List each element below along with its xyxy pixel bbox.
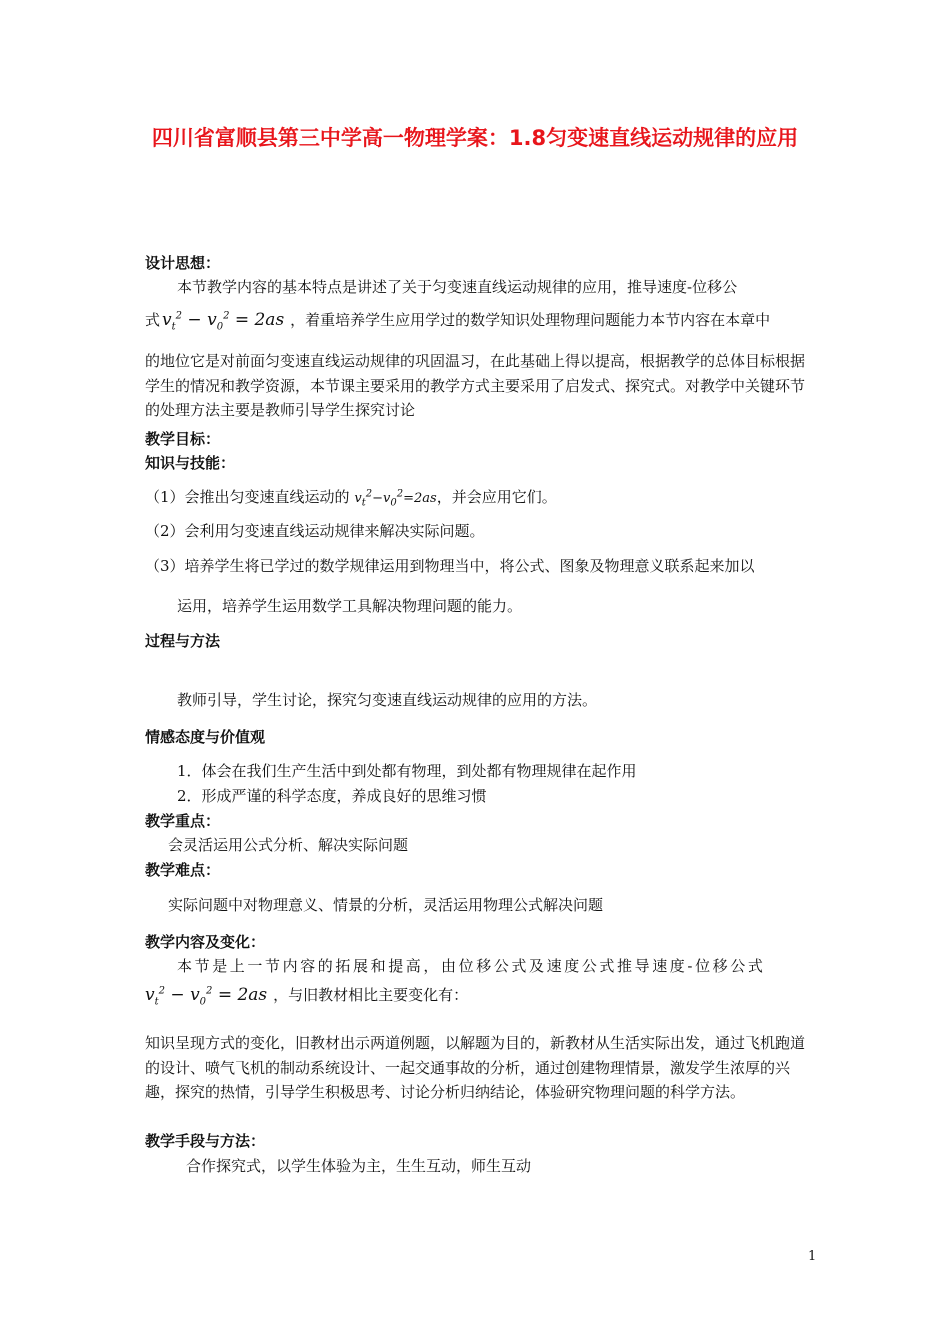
methods-text: 合作探究式，以学生体验为主，生生互动，师生互动: [186, 1157, 532, 1175]
design-line-1: 本节教学内容的基本特点是讲述了关于匀变速直线运动规律的应用，推导速度-位移公: [177, 278, 738, 296]
goal-item-1-formula: $v_t^2-v_0^2=2as$: [354, 488, 437, 509]
content-changes-line-2: [145, 984, 468, 1007]
content-changes-heading: 教学内容及变化：: [145, 933, 266, 951]
velocity-displacement-formula: $v_t^2 - v_0^2 = 2as$: [162, 310, 285, 333]
process-text: 教师引导，学生讨论，探究匀变速直线运动规律的应用的方法。: [177, 691, 598, 709]
design-heading: 设计思想：: [145, 254, 221, 272]
key-points-heading: 教学重点：: [145, 812, 221, 830]
process-heading: 过程与方法: [145, 632, 221, 650]
difficulties-text: 实际问题中对物理意义、情景的分析，灵活运用物理公式解决问题: [168, 896, 604, 914]
design-line-2-prefix: 式: [145, 311, 161, 329]
emotion-item-1: 1．体会在我们生产生活中到处都有物理，到处都有物理规律在起作用: [177, 762, 637, 780]
design-paragraph: 的地位它是对前面匀变速直线运动规律的巩固温习，在此基础上得以提高，根据教学的总体目标根据学生的情况和教学资源，本节课主要采用的教学方式主要采用了启发式、探究式。对教学中关键环节的处理方法主要是教师引导学生探究讨论: [145, 352, 806, 419]
emotion-heading: 情感态度与价值观: [145, 728, 266, 746]
content-changes-line-1: 本节是上一节内容的拓展和提高，由位移公式及速度公式推导速度-位移公式: [177, 957, 766, 975]
goal-item-2: （2）会利用匀变速直线运动规律来解决实际问题。: [145, 522, 485, 540]
page-number: 1: [808, 1249, 817, 1264]
velocity-displacement-formula-2: $v_t^2 - v_0^2 = 2as$: [145, 985, 268, 1008]
methods-heading: 教学手段与方法：: [145, 1132, 266, 1150]
goal-item-1: [145, 486, 557, 509]
design-line-2: [145, 309, 770, 332]
goal-item-3-line-1: （3）培养学生将已学过的数学规律运用到物理当中，将公式、图象及物理意义联系起来加以: [145, 557, 755, 575]
design-line-2-suffix: ，着重培养学生应用学过的数学知识处理物理问题能力本节内容在本章中: [290, 311, 771, 329]
knowledge-heading: 知识与技能：: [145, 454, 236, 472]
content-changes-line-2-suffix: ，与旧教材相比主要变化有：: [273, 986, 469, 1004]
goal-item-3-line-2: 运用，培养学生运用数学工具解决物理问题的能力。: [177, 597, 523, 615]
difficulties-heading: 教学难点：: [145, 861, 221, 879]
goals-heading: 教学目标：: [145, 430, 221, 448]
emotion-item-2: 2．形成严谨的科学态度，养成良好的思维习惯: [177, 787, 487, 805]
goal-item-1-prefix: （1）会推出匀变速直线运动的: [145, 488, 355, 506]
goal-item-1-suffix: ，并会应用它们。: [436, 488, 557, 506]
document-title: 四川省富顺县第三中学高一物理学案：1.8匀变速直线运动规律的应用: [151, 126, 799, 150]
content-changes-paragraph: 知识呈现方式的变化，旧教材出示两道例题，以解题为目的，新教材从生活实际出发，通过飞机跑道的设计、喷气飞机的制动系统设计、一起交通事故的分析，通过创建物理情景，激发学生浓厚的兴趣，探究的热情，引导学生积极思考、讨论分析归纳结论，体验研究物理问题的科学方法。: [145, 1034, 806, 1101]
key-points-text: 会灵活运用公式分析、解决实际问题: [168, 836, 409, 854]
